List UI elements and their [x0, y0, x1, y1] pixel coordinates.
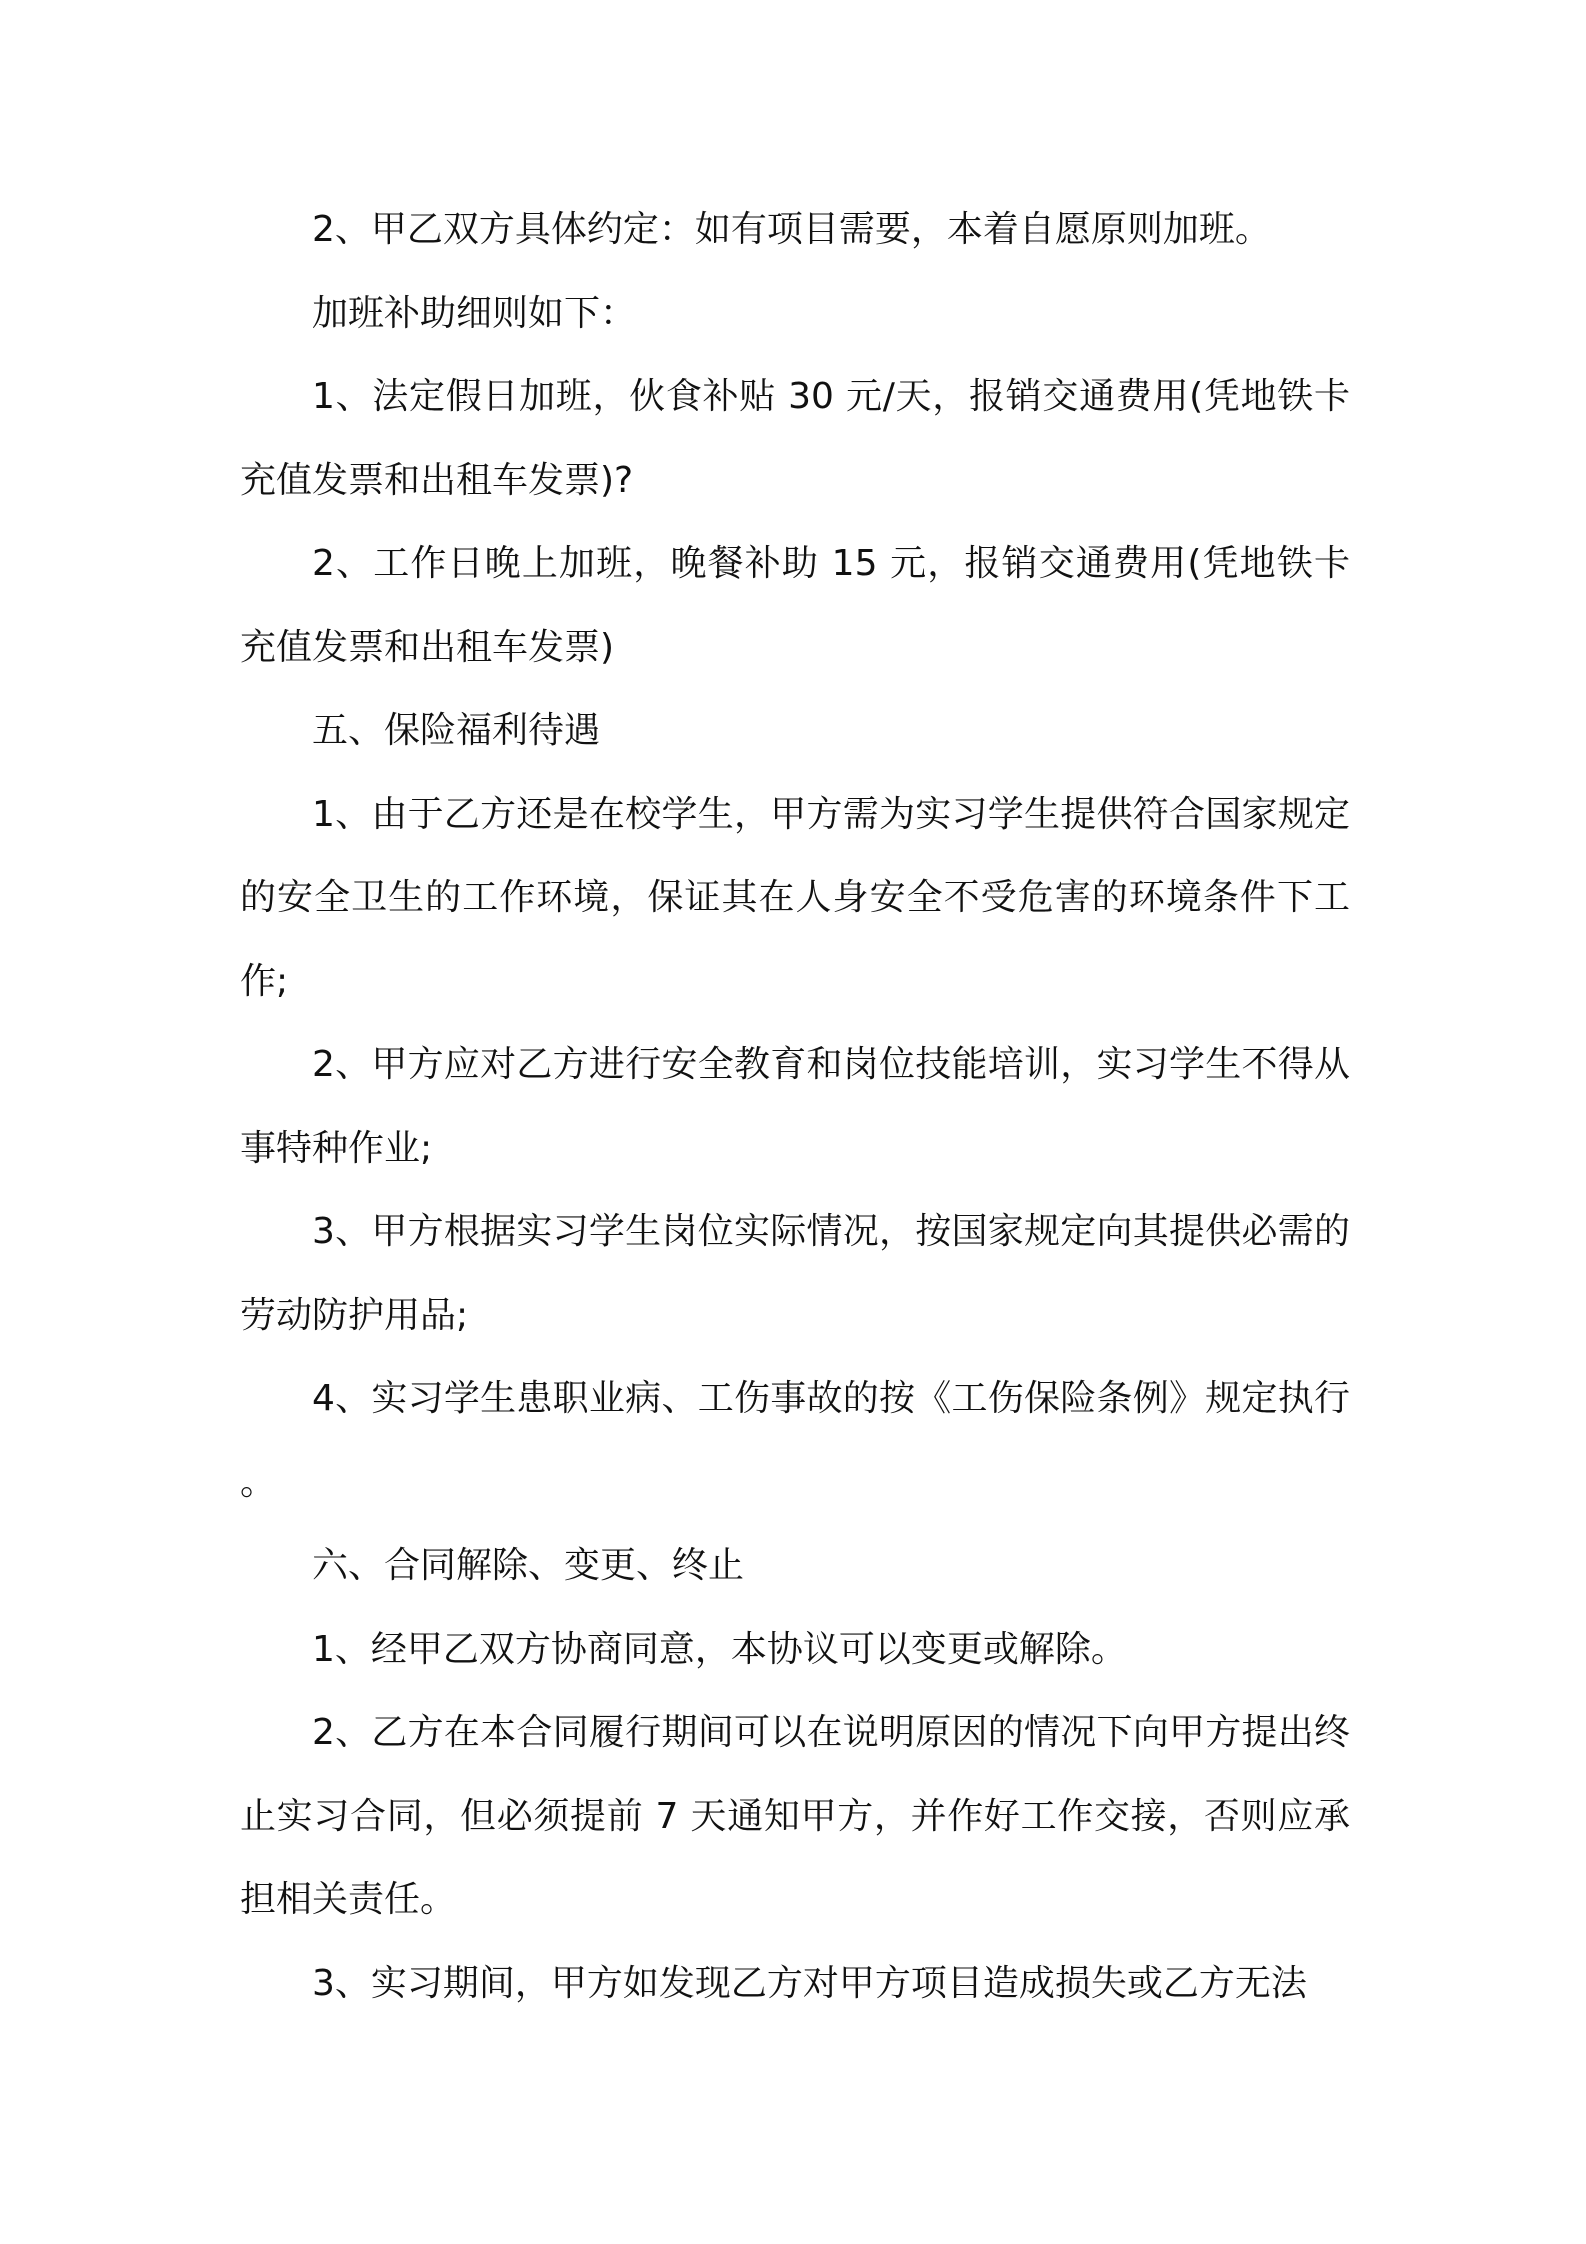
- paragraph-safety-training: 2、甲方应对乙方进行安全教育和岗位技能培训，实习学生不得从事特种作业;: [240, 1044, 1350, 1169]
- paragraph-injury-insurance: 4、实习学生患职业病、工伤事故的按《工伤保险条例》规定执行。: [240, 1378, 1350, 1503]
- paragraph-weekday-overtime: 2、工作日晚上加班，晚餐补助 15 元，报销交通费用(凭地铁卡充值发票和出租车发票): [240, 543, 1350, 668]
- paragraph-overtime-agreement: 2、甲乙双方具体约定：如有项目需要，本着自愿原则加班。: [312, 209, 1271, 250]
- paragraph-mutual-change: 1、经甲乙双方协商同意，本协议可以变更或解除。: [312, 1628, 1127, 1670]
- paragraph-work-environment: 1、由于乙方还是在校学生，甲方需为实习学生提供符合国家规定的安全卫生的工作环境，保证其在人身安全不受危害的环境条件下工作;: [240, 793, 1350, 1002]
- paragraph-early-termination: 2、乙方在本合同履行期间可以在说明原因的情况下向甲方提出终止实习合同，但必须提前 7 天通知甲方，并作好工作交接，否则应承担相关责任。: [240, 1712, 1350, 1920]
- paragraph-protective-equipment: 3、甲方根据实习学生岗位实际情况，按国家规定向其提供必需的劳动防护用品;: [240, 1211, 1350, 1336]
- paragraph-overtime-rules-heading: 加班补助细则如下：: [312, 292, 637, 334]
- section-heading-insurance: 五、保险福利待遇: [312, 710, 601, 751]
- paragraph-holiday-overtime: 1、法定假日加班，伙食补贴 30 元/天，报销交通费用(凭地铁卡充值发票和出租车发票)?: [240, 376, 1350, 501]
- section-heading-termination: 六、合同解除、变更、终止: [312, 1545, 745, 1586]
- document-body: [240, 188, 1350, 2025]
- paragraph-loss-clause: 3、实习期间，甲方如发现乙方对甲方项目造成损失或乙方无法: [312, 1962, 1307, 2004]
